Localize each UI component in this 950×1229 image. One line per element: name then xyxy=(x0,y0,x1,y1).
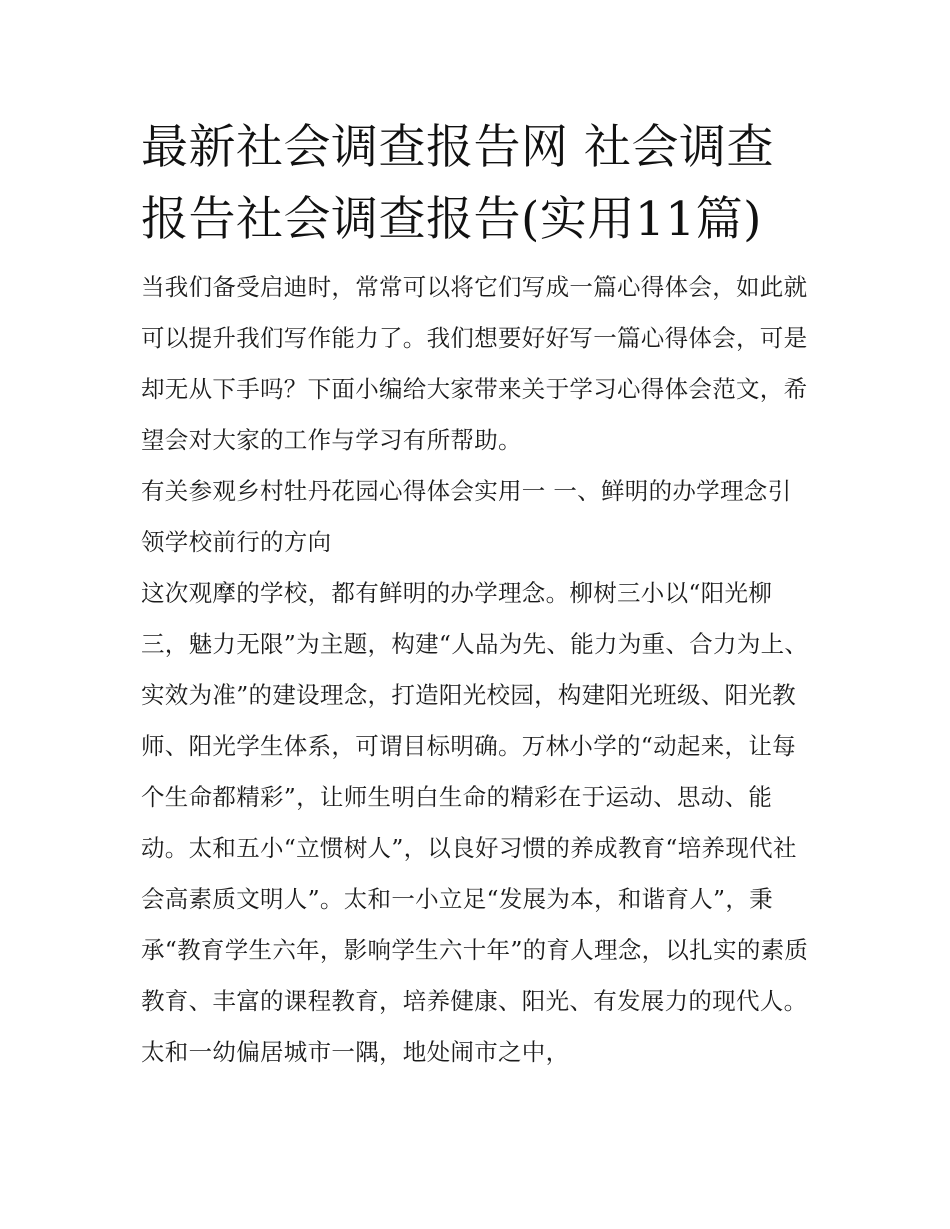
intro-paragraph: 当我们备受启迪时，常常可以将它们写成一篇心得体会，如此就可以提升我们写作能力了。我们想要好好写一篇心得体会，可是却无从下手吗？下面小编给大家带来关于学习心得体会范文，希望会对大家的工作与学习有所帮助。 xyxy=(141,273,808,454)
section-heading-paragraph: 有关参观乡村牡丹花园心得体会实用一 一、鲜明的办学理念引领学校前行的方向 xyxy=(141,477,792,556)
document-body xyxy=(141,112,813,1078)
document-title: 最新社会调查报告网 社会调查报告社会调查报告(实用11篇) xyxy=(141,120,774,247)
body-paragraph: 这次观摩的学校，都有鲜明的办学理念。柳树三小以“阳光柳三，魅力无限”为主题，构建“人品为先、能力为重、合力为上、实效为准”的建设理念，打造阳光校园，构建阳光班级、阳光教师、阳光学生体系，可谓目标明确。万林小学的“动起来，让每个生命都精彩”，让师生明白生命的精彩在于运动、思动、能动。太和五小“立惯树人”，以良好习惯的养成教育“培养现代社会高素质文明人”。太和一小立足“发展为本，和谐育人”，秉承“教育学生六年，影响学生六十年”的育人理念，以扎实的素质教育、丰富的课程教育，培养健康、阳光、有发展力的现代人。太和一幼偏居城市一隅，地处闹市之中， xyxy=(141,579,809,1066)
